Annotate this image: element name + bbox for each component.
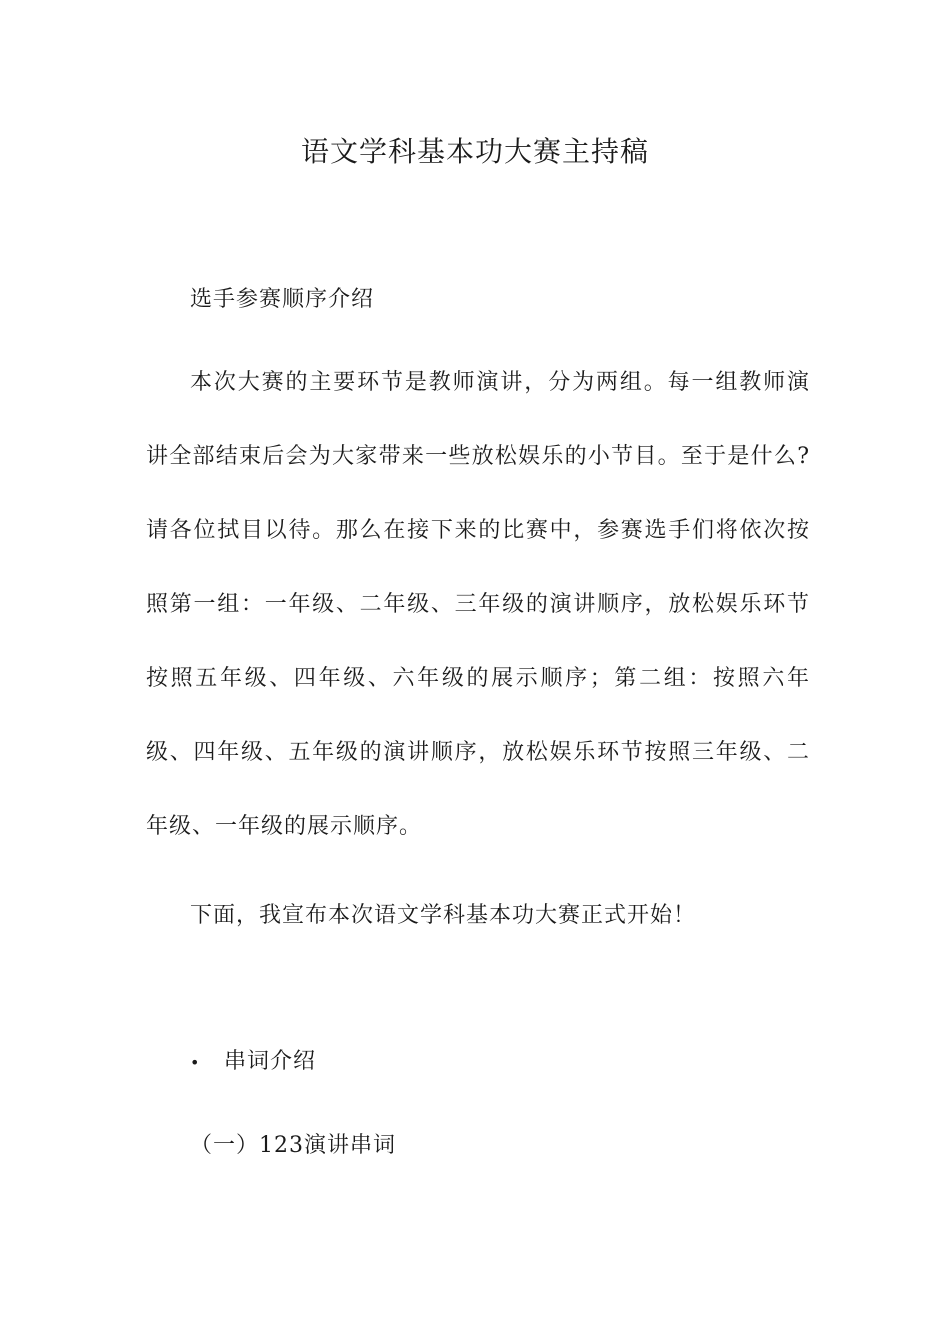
bullet-icon: • — [190, 1053, 201, 1072]
bullet-list-item — [190, 1040, 316, 1085]
start-announcement: 下面，我宣布本次语文学科基本功大赛正式开始！ — [190, 903, 697, 928]
section-heading: 选手参赛顺序介绍 — [190, 287, 375, 312]
subsection-heading: （一）123演讲串词 — [190, 1133, 396, 1158]
bullet-item-label: 串词介绍 — [224, 1049, 317, 1074]
body-paragraph: 本次大赛的主要环节是教师演讲，分为两组。每一组教师演讲全部结束后会为大家带来一些放松娱乐的小节目。至于是什么?请各位拭目以待。那么在接下来的比赛中，参赛选手们将依次按照第一组：一年级、二年级、三年级的演讲顺序，放松娱乐环节按照五年级、四年级、六年级的展示顺序；第二组：按照六年级、四年级、五年级的演讲顺序，放松娱乐环节按照三年级、二年级、一年级的展示顺序。 — [146, 370, 810, 839]
document-title: 语文学科基本功大赛主持稿 — [300, 135, 649, 168]
